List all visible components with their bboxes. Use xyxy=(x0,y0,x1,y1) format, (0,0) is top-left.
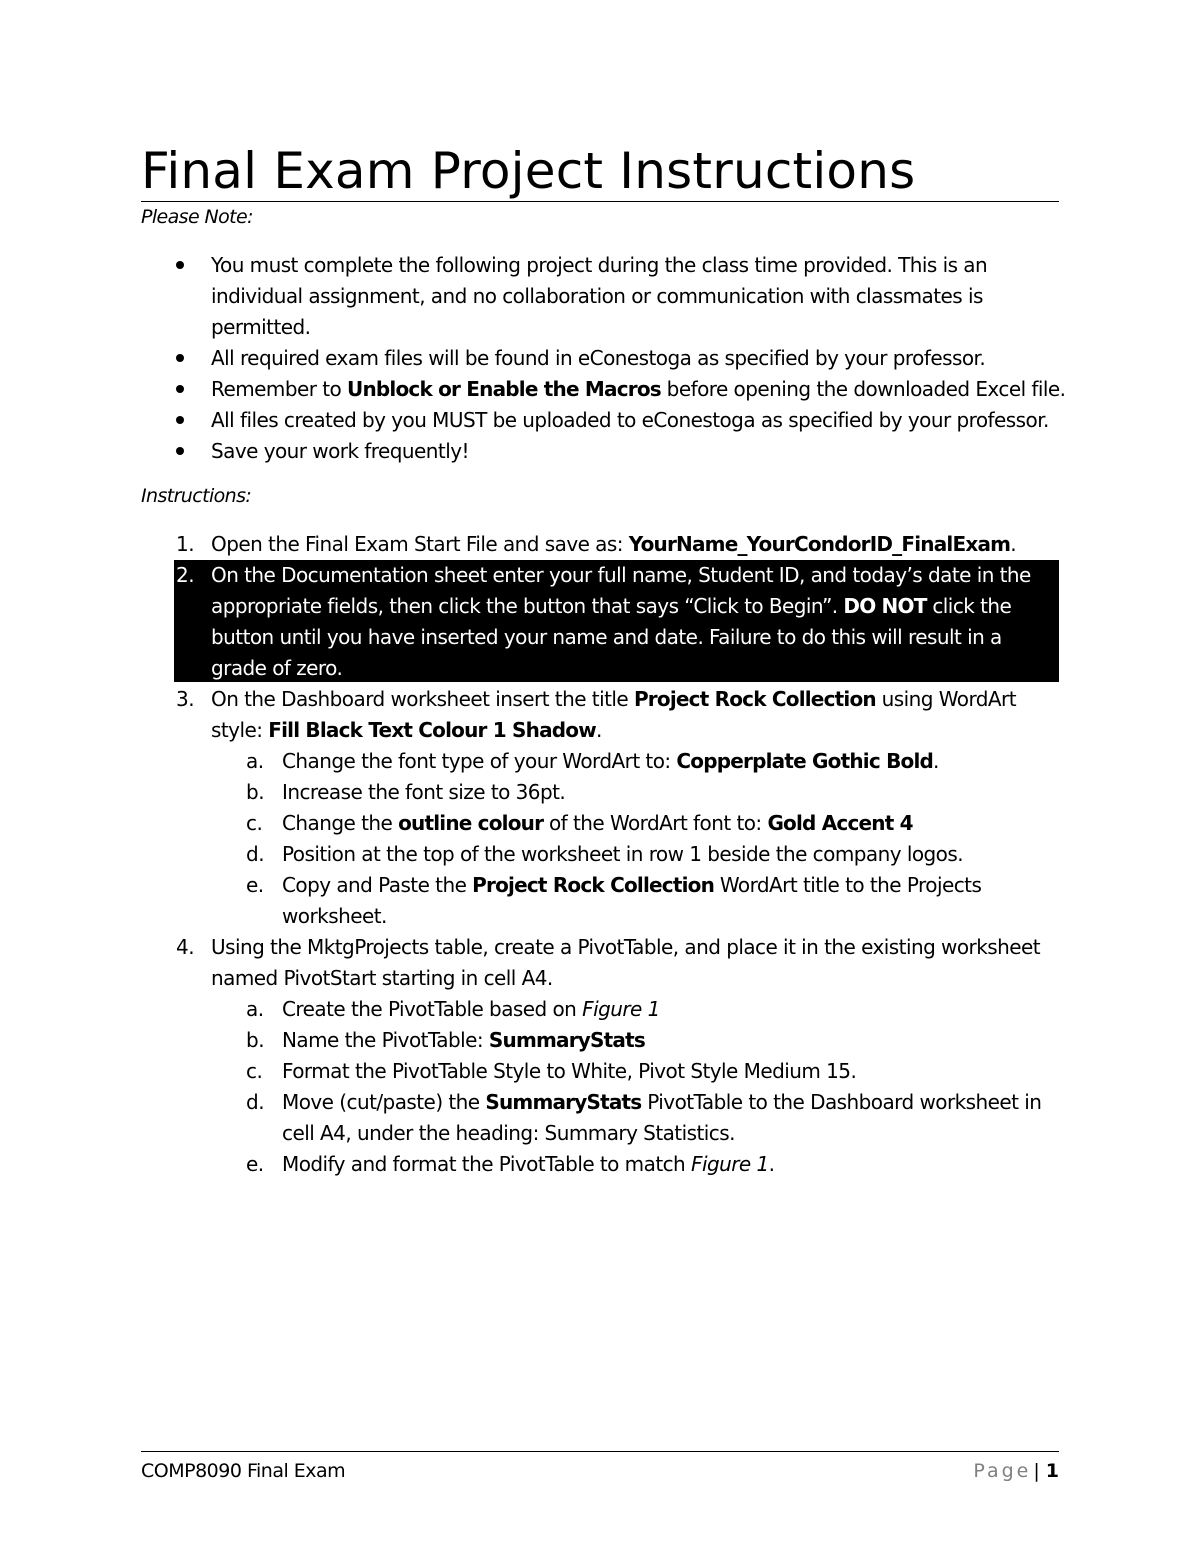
step-number: 2. xyxy=(176,563,195,587)
step-3-title-name: Project Rock Collection xyxy=(633,687,876,711)
step-3a-suffix: . xyxy=(933,749,939,773)
bullet-icon xyxy=(176,447,184,455)
step-4d-pivot-name: SummaryStats xyxy=(485,1090,642,1114)
please-note-label: Please Note: xyxy=(141,206,253,228)
step-4b-pivot-name: SummaryStats xyxy=(488,1028,645,1052)
step-2-warning: DO NOT xyxy=(843,594,927,618)
sub-letter: c. xyxy=(246,811,263,835)
step-3-style-name: Fill Black Text Colour 1 Shadow xyxy=(268,718,596,742)
bullet-icon xyxy=(176,385,184,393)
step-3-l1-prefix: On the Dashboard worksheet insert the title xyxy=(211,687,634,711)
note-5: Save your work frequently! xyxy=(211,439,469,463)
step-3c-colour: Gold Accent 4 xyxy=(767,811,913,835)
step-4d-suffix: PivotTable to the Dashboard worksheet in xyxy=(641,1090,1042,1114)
step-number: 4. xyxy=(176,935,195,959)
instructions-label: Instructions: xyxy=(141,485,252,507)
page-separator: | xyxy=(1033,1460,1040,1482)
footer-divider xyxy=(141,1451,1059,1452)
sub-letter: a. xyxy=(246,749,264,773)
step-3e-line-2: worksheet. xyxy=(282,904,387,928)
sub-letter: a. xyxy=(246,997,264,1021)
step-4e-prefix: Modify and format the PivotTable to match xyxy=(282,1152,691,1176)
note-3-emphasis: Unblock or Enable the Macros xyxy=(347,377,661,401)
footer-page-indicator xyxy=(973,1457,1059,1485)
step-4a xyxy=(282,994,660,1025)
step-4e xyxy=(282,1149,774,1180)
step-4e-figure-ref: Figure 1 xyxy=(691,1152,769,1176)
sub-letter: d. xyxy=(246,1090,265,1114)
step-4-line-1: Using the MktgProjects table, create a PivotTable, and place it in the existing worksheet xyxy=(211,935,1041,959)
step-4b-prefix: Name the PivotTable: xyxy=(282,1028,489,1052)
bullet-icon xyxy=(176,416,184,424)
step-4-line-2: named PivotStart starting in cell A4. xyxy=(211,966,553,990)
step-1-text xyxy=(211,529,1016,560)
page-title: Final Exam Project Instructions xyxy=(141,142,916,200)
note-1-line-2: individual assignment, and no collaboration or communication with classmates is xyxy=(211,284,983,308)
step-3a-prefix: Change the font type of your WordArt to: xyxy=(282,749,677,773)
step-4d-line-1 xyxy=(282,1087,1041,1118)
sub-letter: b. xyxy=(246,1028,265,1052)
step-number: 1. xyxy=(176,532,195,556)
note-1-line-3: permitted. xyxy=(211,315,311,339)
step-4a-prefix: Create the PivotTable based on xyxy=(282,997,583,1021)
note-1-line-1: You must complete the following project during the class time provided. This is an xyxy=(211,253,988,277)
step-1-filename: YourName_YourCondorID_FinalExam xyxy=(628,532,1011,556)
step-4e-suffix: . xyxy=(768,1152,775,1176)
sub-letter: d. xyxy=(246,842,265,866)
step-3-l2-suffix: . xyxy=(595,718,602,742)
note-3-text-end: before opening the downloaded Excel file. xyxy=(660,377,1066,401)
sub-letter: e. xyxy=(246,1152,264,1176)
note-3 xyxy=(211,374,1065,405)
step-2-line-1: On the Documentation sheet enter your full name, Student ID, and today’s date in the xyxy=(211,563,1031,587)
step-3c xyxy=(282,808,913,839)
page-label: Page xyxy=(973,1460,1032,1482)
step-3a-font: Copperplate Gothic Bold xyxy=(676,749,934,773)
step-3-line-1 xyxy=(211,684,1016,715)
step-3c-prefix: Change the xyxy=(282,811,399,835)
sub-letter: e. xyxy=(246,873,264,897)
bullet-icon xyxy=(176,261,184,269)
step-3-line-2 xyxy=(211,715,602,746)
step-3e-title-name: Project Rock Collection xyxy=(472,873,715,897)
step-3c-mid: of the WordArt font to: xyxy=(543,811,768,835)
step-2-line-2-suffix: click the xyxy=(926,594,1012,618)
step-4c: Format the PivotTable Style to White, Pivot Style Medium 15. xyxy=(282,1059,857,1083)
step-2-line-4: grade of zero. xyxy=(211,656,343,680)
step-1-suffix: . xyxy=(1010,532,1017,556)
step-2-line-3: button until you have inserted your name and date. Failure to do this will result in a xyxy=(211,625,1002,649)
step-4b xyxy=(282,1025,645,1056)
step-3-l2-prefix: style: xyxy=(211,718,269,742)
step-4a-figure-ref: Figure 1 xyxy=(582,997,660,1021)
step-4d-line-2: cell A4, under the heading: Summary Statistics. xyxy=(282,1121,735,1145)
bullet-icon xyxy=(176,354,184,362)
step-4d-prefix: Move (cut/paste) the xyxy=(282,1090,486,1114)
footer-course-title: COMP8090 Final Exam xyxy=(141,1460,346,1482)
step-3e-prefix: Copy and Paste the xyxy=(282,873,473,897)
note-2: All required exam files will be found in eConestoga as specified by your professor. xyxy=(211,346,986,370)
step-3e-suffix: WordArt title to the Projects xyxy=(714,873,982,897)
step-3d: Position at the top of the worksheet in row 1 beside the company logos. xyxy=(282,842,964,866)
step-3b: Increase the font size to 36pt. xyxy=(282,780,566,804)
step-2-line-2-prefix: appropriate fields, then click the button that says “Click to Begin”. xyxy=(211,594,844,618)
note-3-text: Remember to xyxy=(211,377,347,401)
sub-letter: c. xyxy=(246,1059,263,1083)
step-number: 3. xyxy=(176,687,195,711)
step-2-line-2 xyxy=(211,591,1011,622)
step-1-prefix: Open the Final Exam Start File and save as: xyxy=(211,532,629,556)
page-number: 1 xyxy=(1045,1460,1059,1482)
step-3e-line-1 xyxy=(282,870,981,901)
sub-letter: b. xyxy=(246,780,265,804)
step-3c-outline: outline colour xyxy=(398,811,544,835)
step-3-l1-suffix: using WordArt xyxy=(875,687,1017,711)
step-3a xyxy=(282,746,939,777)
title-block xyxy=(141,142,1059,202)
note-4: All files created by you MUST be uploaded to eConestoga as specified by your professor. xyxy=(211,408,1049,432)
